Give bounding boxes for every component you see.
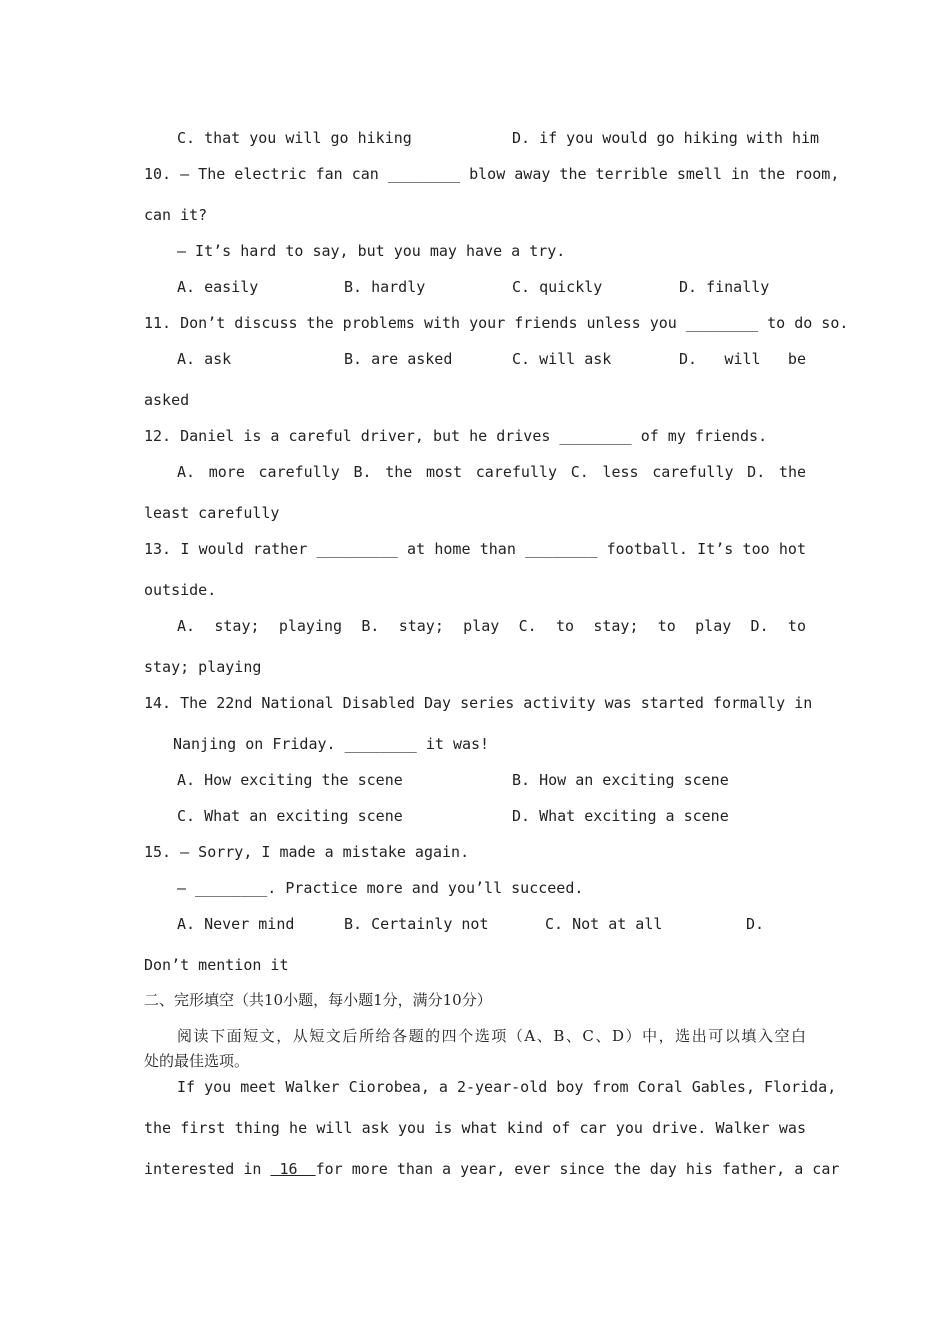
q11-option-d-cont: asked (144, 391, 190, 409)
q10-option-a: A. easily (177, 278, 259, 296)
question-10-cont: can it? (144, 206, 208, 224)
blank-16: 16 (270, 1160, 316, 1178)
q15-option-a: A. Never mind (177, 915, 295, 933)
q11-option-b: B. are asked (344, 350, 453, 368)
q13-options: A. stay; playing B. stay; play C. to stay; to play D. to (177, 617, 806, 635)
question-15: 15. — Sorry, I made a mistake again. (144, 843, 470, 861)
q11-option-a: A. ask (177, 350, 232, 368)
q10-option-d: D. finally (679, 278, 770, 296)
q14-option-a: A. How exciting the scene (177, 771, 403, 789)
option-d-line: D. if you would go hiking with him (512, 129, 820, 147)
question-13: 13. I would rather _________ at home than ________ football. It’s too hot (144, 540, 806, 558)
q13-options-cont: stay; playing (144, 658, 262, 676)
passage-line-2: the first thing he will ask you is what kind of car you drive. Walker was (144, 1119, 806, 1137)
question-14-cont: Nanjing on Friday. ________ it was! (173, 735, 490, 753)
q12-options-cont: least carefully (144, 504, 280, 522)
option-c-line: C. that you will go hiking (177, 129, 412, 147)
q14-option-c: C. What an exciting scene (177, 807, 403, 825)
question-10: 10. — The electric fan can ________ blow away the terrible smell in the room, (144, 165, 840, 183)
q10-option-c: C. quickly (512, 278, 603, 296)
question-13-cont: outside. (144, 581, 217, 599)
question-14: 14. The 22nd National Disabled Day series activity was started formally in (144, 694, 813, 712)
section-heading: 二、完形填空（共10小题，每小题1分，满分10分） (144, 991, 492, 1009)
passage-text-cont: for more than a year, ever since the day his father, a car (315, 1160, 840, 1178)
q14-option-d: D. What exciting a scene (512, 807, 729, 825)
question-11: 11. Don’t discuss the problems with your friends unless you ________ to do so. (144, 314, 849, 332)
passage-line-1: If you meet Walker Ciorobea, a 2-year-old boy from Coral Gables, Florida, (177, 1078, 837, 1096)
passage-text: interested in (144, 1160, 271, 1178)
instructions-line-1: 阅读下面短文，从短文后所给各题的四个选项（A、B、C、D）中，选出可以填入空白 (177, 1027, 806, 1045)
q15-option-d-cont: Don’t mention it (144, 956, 289, 974)
passage-line-3 (144, 1159, 840, 1179)
q15-option-b: B. Certainly not (344, 915, 489, 933)
q15-option-d: D. (746, 915, 765, 933)
q11-option-d: D. will be (679, 350, 806, 368)
question-10-reply: — It’s hard to say, but you may have a try. (177, 242, 566, 260)
instructions-line-2: 处的最佳选项。 (144, 1052, 250, 1070)
q11-option-c: C. will ask (512, 350, 612, 368)
question-12: 12. Daniel is a careful driver, but he drives ________ of my friends. (144, 427, 768, 445)
q12-options: A. more carefully B. the most carefully C. less carefully D. the (177, 463, 806, 481)
q10-option-b: B. hardly (344, 278, 426, 296)
question-15-reply: — ________. Practice more and you’ll succeed. (177, 879, 584, 897)
q14-option-b: B. How an exciting scene (512, 771, 729, 789)
q15-option-c: C. Not at all (545, 915, 663, 933)
